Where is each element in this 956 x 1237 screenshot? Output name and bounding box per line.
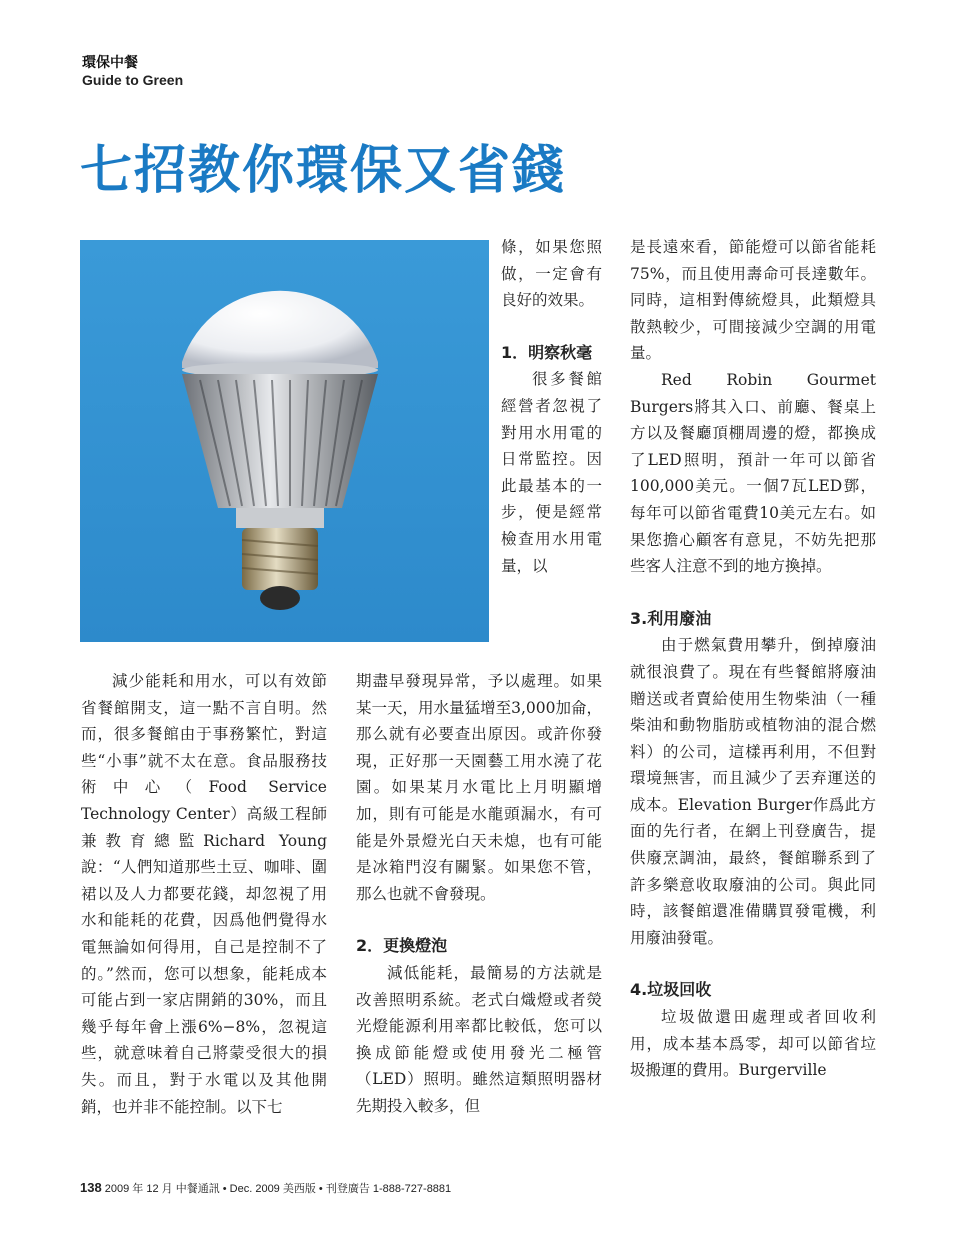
led-bulb-photo: [80, 240, 489, 642]
paragraph-tip-2: 減低能耗，最簡易的方法就是改善照明系統。老式白熾燈或者熒光燈能源利用率都比較低，您可以換成節能燈或使用發光二極管（LED）照明。雖然這類照明器材先期投入較多，但: [356, 963, 602, 1115]
section-label-en: Guide to Green: [82, 72, 184, 88]
heading-tip-1: 1．明察秋毫: [501, 342, 593, 362]
heading-tip-3: 3.利用廢油: [630, 608, 712, 628]
paragraph-intro: 減少能耗和用水，可以有效節省餐館開支，這一點不言自明。然而，很多餐館由于事務繁忙，對這些“小事”就不太在意。食品服務技術中心（Food Service Technology Center）高級工程師兼教育總監Richard Young說：“人們知道那些土豆、咖啡、圍裙以及人力都要花錢，却忽視了用水和能耗的花費，因爲他們覺得水電無論如何得用，自己是控制不了的。”然而，您可以想象，能耗成本可能占到一家店開銷的30%，而且幾乎每年會上漲6%−8%，忽視這些，就意味着自己將蒙受很大的損失。而且，對于水電以及其他開銷，也并非不能控制。以下七: [81, 672, 327, 1116]
paragraph-tip-1-continued: 期盡早發現异常，予以處理。如果某一天，用水量猛增至3,000加侖，那么就有必要查出原因。或許你發現，正好那一天園藝工用水澆了花園。如果某月水電比上月明顯增加，則有可能是水龍頭漏水，有可能是外景燈光白天未熄，也有可能是冰箱門沒有關緊。如果您不管，那么也就不會發現。: [356, 672, 602, 903]
paragraph-tip-2-continued: 是長遠來看，節能燈可以節省能耗75%，而且使用壽命可長達數年。同時，這相對傳統燈具，此類燈具散熱較少，可間接減少空調的用電量。: [630, 238, 876, 363]
column-right: [630, 234, 876, 1084]
paragraph-tip-4: 垃圾做還田處理或者回收利用，成本基本爲零，却可以節省垃圾搬運的費用。Burgerville: [630, 1008, 876, 1080]
paragraph-red-robin: Red Robin Gourmet Burgers將其入口、前廳、餐桌上方以及餐廳頂棚周邊的燈，都換成了LED照明，預計一年可以節省100,000美元。一個7瓦LED鄧，每年可以節省電費10美元左右。如果您擔心顧客有意見，不妨先把那些客人注意不到的地方換掉。: [630, 370, 876, 576]
section-label-zh: 環保中餐: [82, 55, 138, 71]
heading-tip-4: 4.垃圾回收: [630, 980, 712, 1000]
page-number: 138: [80, 1180, 102, 1195]
page-footer: [80, 1180, 451, 1196]
column-left: [81, 668, 327, 1120]
column-middle: [356, 668, 602, 1120]
paragraph-tip-3: 由于燃氣費用攀升，倒掉廢油就很浪費了。現在有些餐館將廢油贈送或者賣給使用生物柴油（一種柴油和動物脂肪或植物油的混合燃料）的公司，這樣再利用，不但對環境無害，而且減少了丟弃運送的成本。Elevation Burger作爲此方面的先行者，在網上刊登廣告，提供廢烹調油，最終，餐館聯系到了許多樂意收取廢油的公司。與此同時，該餐館還准備購買發電機，利用廢油發電。: [630, 636, 876, 947]
led-bulb-icon: [80, 240, 489, 642]
column-middle-top: [501, 234, 602, 579]
paragraph-continued: 條，如果您照做，一定會有良好的效果。: [501, 238, 602, 310]
paragraph-tip-1: 很多餐館經營者忽視了對用水用電的日常監控。因此最基本的一步，便是經常檢查用水用電量，以: [501, 370, 602, 575]
article-title: 七招教你環保又省錢: [80, 141, 567, 201]
heading-tip-2: 2．更換燈泡: [356, 936, 448, 956]
footer-text: 2009 年 12 月 中餐通訊 • Dec. 2009 美西版 • 刊登廣告 1-888-727-8881: [104, 1183, 452, 1195]
